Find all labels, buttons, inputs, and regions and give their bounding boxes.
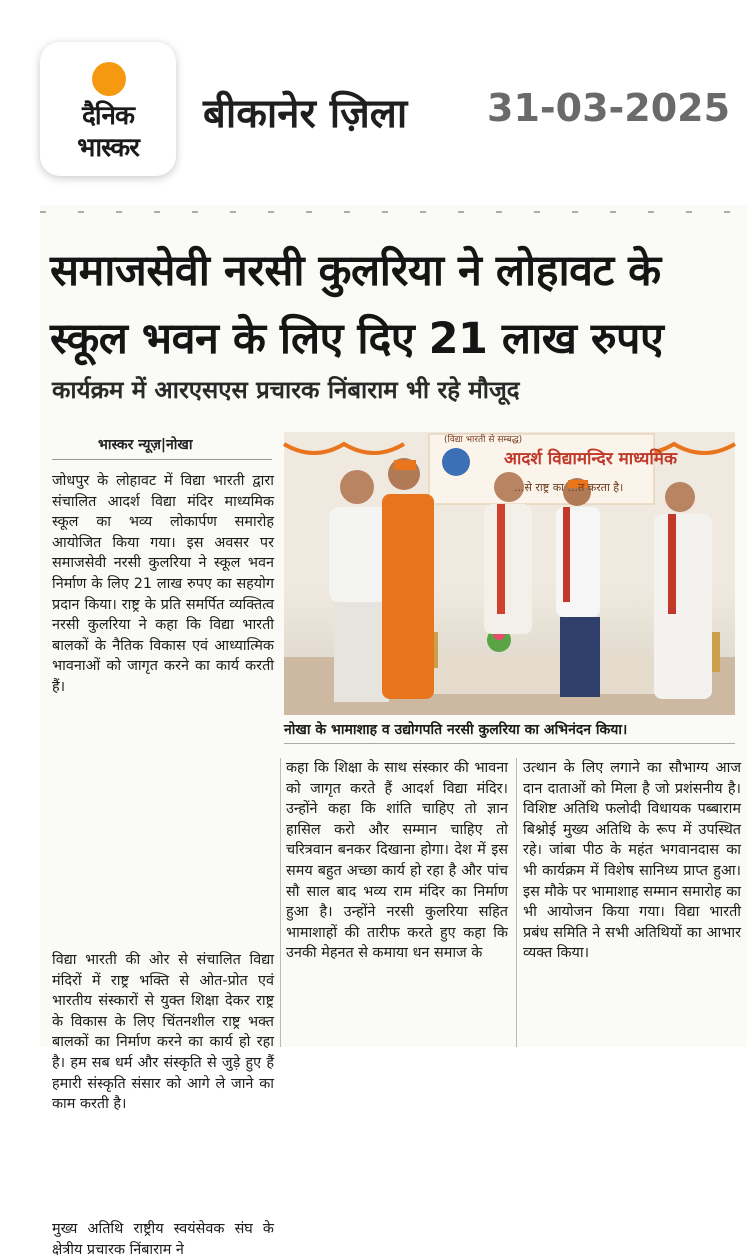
article-column-1-part-2: विद्या भारती की ओर से संचालित विद्या मंदिरों में राष्ट्र भक्ति से ओत-प्रोत एवं भारतीय संस्कारों से युक्त शिक्षा देकर राष्ट्र के विकास के लिए चिंतनशील राष्ट्र भक्त बालकों का निर्माण करने का कार्य हो रहा है। हम सब धर्म और संस्कृति से जुड़े हुए हैं हमारी संस्कृति संसार को आगे ले जाने का काम करती है। [52,952,274,1113]
banner-motto: ...से राष्ट्र का ...त करता है। [514,481,624,494]
article-column-1-part-3: मुख्य अतिथि राष्ट्रीय स्वयंसेवक संघ के क्षेत्रीय प्रचारक निंबाराम ने [52,1221,274,1258]
subheadline: कार्यक्रम में आरएसएस प्रचारक निंबाराम भी रहे मौजूद [52,376,520,404]
share-header [0,0,747,205]
column-divider-1 [280,758,281,1047]
newspaper-clipping [40,205,747,1258]
banner-school-name: आदर्श विद्यामन्दिर माध्यमिक [504,449,678,469]
photo-caption: नोखा के भामाशाह व उद्योगपति नरसी कुलरिया का अभिनंदन किया। [284,716,735,744]
headline-line-1: समाजसेवी नरसी कुलरिया ने लोहावट के [50,246,661,296]
headline [50,237,740,373]
event-photo-illustration [284,432,735,715]
top-divider [40,211,740,213]
logo-text-line1: दैनिक [82,101,134,131]
byline-divider [52,459,272,460]
event-photo [284,432,735,715]
banner-affiliation: (विद्या भारती से सम्बद्ध) [444,435,523,445]
dainik-bhaskar-logo [40,42,176,176]
column-divider-2 [516,758,517,1047]
edition-date: 31-03-2025 [487,86,731,130]
article-column-2: कहा कि शिक्षा के साथ संस्कार की भावना को जागृत करते हैं आदर्श विद्या मंदिर। उन्होंने कहा कि शांति चाहिए तो ज्ञान हासिल करो और सम्मान चाहिए तो चरित्रवान बनकर दिखाना होगा। देश में इस समय बहुत अच्छा कार्य हो रहा है और पांच सौ साल बाद भव्य राम मंदिर का निर्माण हुआ है। उन्होंने नरसी कुलरिया सहित भामाशाहों की तारीफ करते हुए कहा कि उनकी मेहनत से कमाया धन समाज के [286,760,508,962]
district-title: बीकानेर ज़िला [203,91,408,137]
headline-line-2: स्कूल भवन के लिए दिए 21 लाख रुपए [50,314,664,364]
article-column-1-part-1: जोधपुर के लोहावट में विद्या भारती द्वारा संचालित आदर्श विद्या मंदिर माध्यमिक स्कूल का भव्य लोकार्पण समारोह आयोजित किया गया। इस अवसर पर समाजसेवी नरसी कुलरिया ने स्कूल भवन निर्माण के लिए 21 लाख रुपए का सहयोग प्रदान किया। राष्ट्र के प्रति समर्पित व्यक्तित्व नरसी कुलरिया ने कहा कि विद्या भारती बालकों के नैतिक विकास एवं आध्यात्मिक भावनाओं को जागृत करने का कार्य करती हैं। [52,473,274,695]
logo-text-line2: भास्कर [77,133,139,163]
logo-sun-icon [92,62,126,96]
byline: भास्कर न्यूज़|नोखा [98,437,193,453]
article-column-3: उत्थान के लिए लगाने का सौभाग्य आज दान दाताओं को मिला है जो प्रशंसनीय है। विशिष्ट अतिथि फलोदी विधायक पब्बाराम बिश्नोई मुख्य अतिथि के रूप में उपस्थित रहे। जांबा पीठ के महंत भगवानदास का भी कार्यक्रम में विशेष सानिध्य प्राप्त हुआ। इस मौके पर भामाशाह सम्मान समारोह का भी आयोजन किया गया। विद्या भारती प्रबंध समिति ने सभी अतिथियों का आभार व्यक्त किया। [523,760,741,962]
